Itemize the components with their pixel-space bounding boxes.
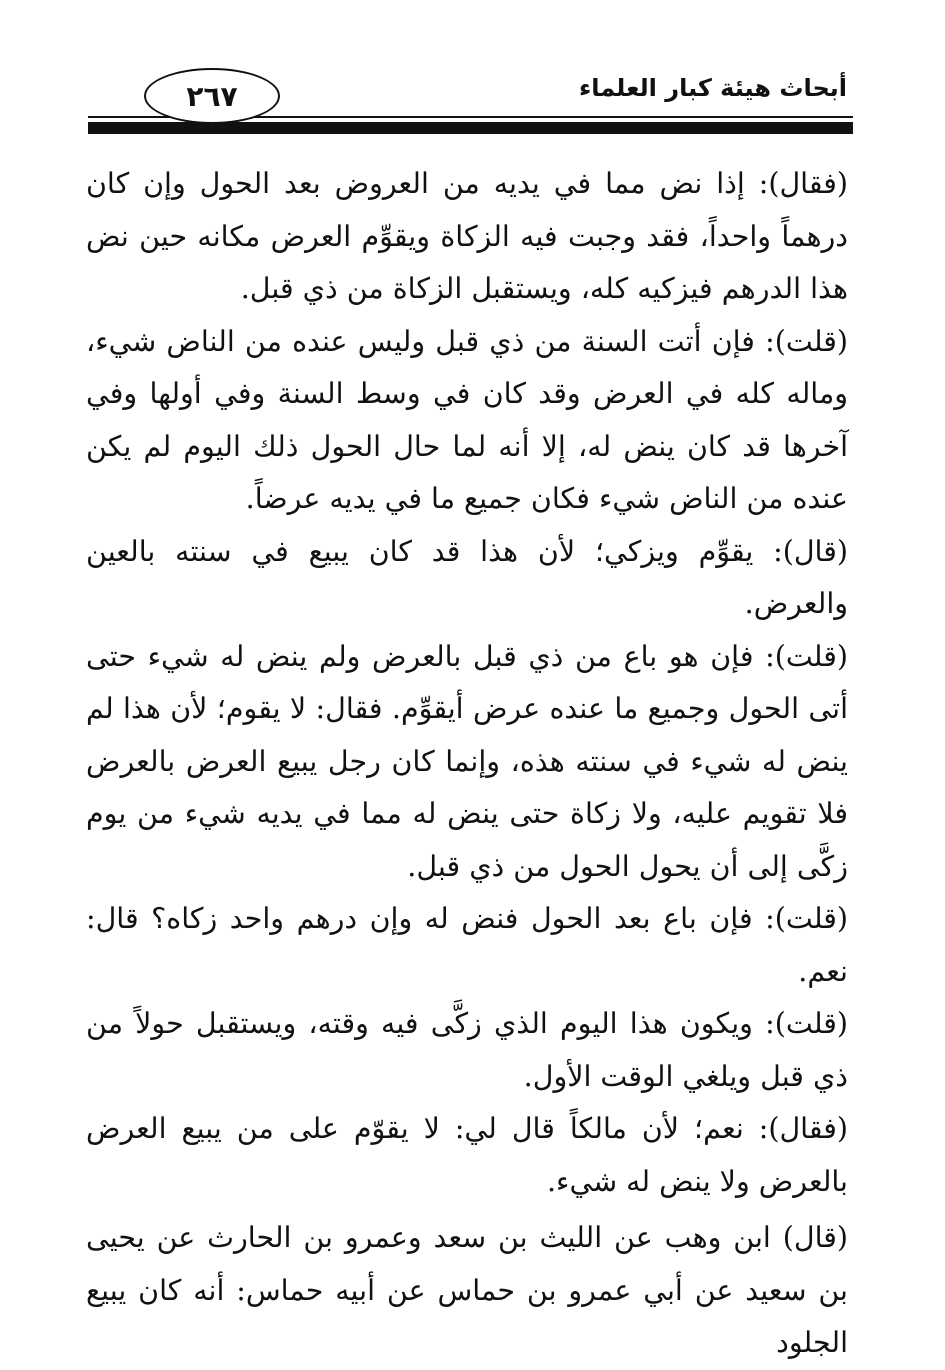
page-header [88,60,853,146]
page-number: ٢٦٧ [144,68,280,124]
paragraph: (فقال): إذا نض مما في يديه من العروض بعد الحول وإن كان درهماً واحداً، فقد وجبت فيه الزكاة ويقوِّم العرض مكانه حين نض هذا الدرهم فيزكيه كله، ويستقبل الزكاة من ذي قبل. [86,167,848,305]
paragraph: (فقال): نعم؛ لأن مالكاً قال لي: لا يقوّم على من يبيع العرض بالعرض ولا ينض له شيء. [86,1112,848,1198]
paragraph: (قلت): فإن باع بعد الحول فنض له وإن درهم واحد زكاه؟ قال: نعم. [86,902,848,988]
header-rule-thick [88,122,853,134]
paragraph: (قلت): فإن هو باع من ذي قبل بالعرض ولم ينض له شيء حتى أتى الحول وجميع ما عنده عرض أيقوِّم. فقال: لا يقوم؛ لأن هذا لم ينض له شيء في سنته هذه، وإنما كان رجل يبيع العرض بالعرض فلا تقويم عليه، ولا زكاة حتى ينض له مما في يديه شيء من يوم زكَّى إلى أن يحول الحول من ذي قبل. [86,639,848,883]
paragraph: (قلت): ويكون هذا اليوم الذي زكَّى فيه وقته، ويستقبل حولاً من ذي قبل ويلغي الوقت الأول. [86,1007,848,1093]
paragraph: (قلت): فإن أتت السنة من ذي قبل وليس عنده من الناض شيء، وماله كله في العرض وقد كان في وسط السنة وفي أولها وفي آخرها قد كان ينض له، إلا أنه لما حال الحول ذلك اليوم لم يكن عنده من الناض شيء فكان جميع ما في يديه عرضاً. [86,324,848,515]
running-title: أبحاث هيئة كبار العلماء [578,74,847,102]
paragraph: (قال): يقوِّم ويزكي؛ لأن هذا قد كان يبيع في سنته بالعين والعرض. [86,534,848,620]
body-text [86,158,848,1370]
paragraph: (قال) ابن وهب عن الليث بن سعد وعمرو بن الحارث عن يحيى بن سعيد عن أبي عمرو بن حماس عن أبيه حماس: أنه كان يبيع الجلود [86,1221,848,1359]
